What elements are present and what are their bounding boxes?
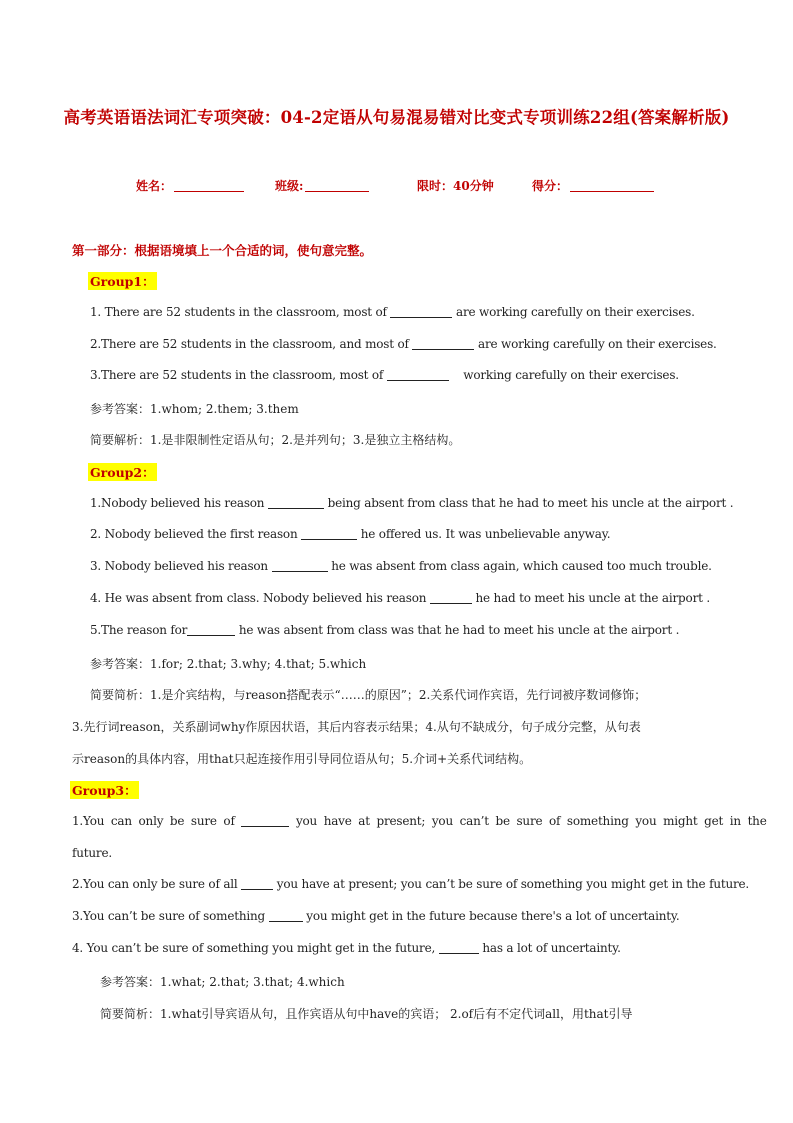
answer-blank — [390, 305, 452, 318]
group1-answer: 参考答案：1.whom; 2.them; 3.them — [90, 402, 299, 416]
group3-answer: 参考答案：1.what; 2.that; 3.that; 4.which — [100, 975, 345, 989]
group2-answer: 参考答案：1.for; 2.that; 3.why; 4.that; 5.which — [90, 657, 367, 671]
group1-question-3: 3.There are 52 students in the classroom, most of working carefully on their exercises. — [90, 368, 679, 382]
group3-question-1: 1.You can only be sure of you have at present; you can’t be sure of something you might get in the — [72, 814, 767, 828]
group2-question-4: 4. He was absent from class. Nobody believed his reason he had to meet his uncle at the airport . — [90, 591, 710, 605]
answer-blank — [301, 527, 357, 540]
section-heading: 第一部分：根据语境填上一个合适的词，使句意完整。 — [72, 243, 373, 258]
group2-analysis-line3: 示reason的具体内容，用that只起连接作用引导同位语从句；5.介词+关系代词结构。 — [72, 752, 532, 766]
answer-blank — [269, 909, 303, 922]
name-label: 姓名： — [136, 179, 173, 193]
answer-blank — [268, 496, 324, 509]
answer-blank — [387, 368, 449, 381]
answer-blank — [412, 337, 474, 350]
group3-analysis: 简要简析：1.what引导宾语从句，且作宾语从句中have的宾语； 2.of后有不定代词all，用that引导 — [100, 1007, 633, 1021]
group2-question-3: 3. Nobody believed his reason he was absent from class again, which caused too much trouble. — [90, 559, 712, 573]
group1-question-2: 2.There are 52 students in the classroom, and most of are working carefully on their exercises. — [90, 337, 717, 351]
class-blank — [305, 179, 369, 192]
group1-analysis: 简要解析：1.是非限制性定语从句；2.是并列句；3.是独立主格结构。 — [90, 433, 461, 447]
group3-question-2: 2.You can only be sure of all you have at present; you can’t be sure of something you might get in the future. — [72, 877, 750, 891]
group1-question-1: 1. There are 52 students in the classroom, most of are working carefully on their exercises. — [90, 305, 695, 319]
answer-blank — [241, 814, 289, 827]
time-limit: 限时：40分钟 — [417, 179, 494, 193]
group3-label: Group3： — [72, 783, 137, 798]
group3-question-3: 3.You can’t be sure of something you might get in the future because there's a lot of uncertainty. — [72, 909, 680, 923]
score-label: 得分： — [532, 179, 569, 193]
group2-analysis-line1: 简要简析：1.是介宾结构，与reason搭配表示“……的原因”；2.关系代词作宾语，先行词被序数词修饰； — [90, 688, 647, 702]
answer-blank — [430, 591, 472, 604]
score-blank — [570, 179, 654, 192]
name-field — [136, 177, 244, 194]
group3-question-1-cont: future. — [72, 846, 112, 860]
group1-label: Group1： — [90, 274, 155, 289]
name-blank — [174, 179, 244, 192]
answer-blank — [439, 941, 479, 954]
group3-question-4: 4. You can’t be sure of something you might get in the future, has a lot of uncertainty. — [72, 941, 621, 955]
answer-blank — [187, 623, 235, 636]
class-field — [275, 177, 369, 194]
group2-question-2: 2. Nobody believed the first reason he offered us. It was unbelievable anyway. — [90, 527, 611, 541]
class-label: 班级: — [275, 179, 304, 193]
group2-question-5: 5.The reason for he was absent from class was that he had to meet his uncle at the airport . — [90, 623, 680, 637]
group2-analysis-line2: 3.先行词reason，关系副词why作原因状语，其后内容表示结果；4.从句不缺成分，句子成分完整，从句表 — [72, 720, 641, 734]
score-field — [532, 177, 654, 194]
group2-question-1: 1.Nobody believed his reason being absent from class that he had to meet his uncle at the airport . — [90, 496, 734, 510]
group2-label: Group2： — [90, 465, 155, 480]
answer-blank — [241, 877, 273, 890]
answer-blank — [272, 559, 328, 572]
page-title: 高考英语语法词汇专项突破：04-2定语从句易混易错对比变式专项训练22组(答案解析版) — [63, 108, 730, 127]
